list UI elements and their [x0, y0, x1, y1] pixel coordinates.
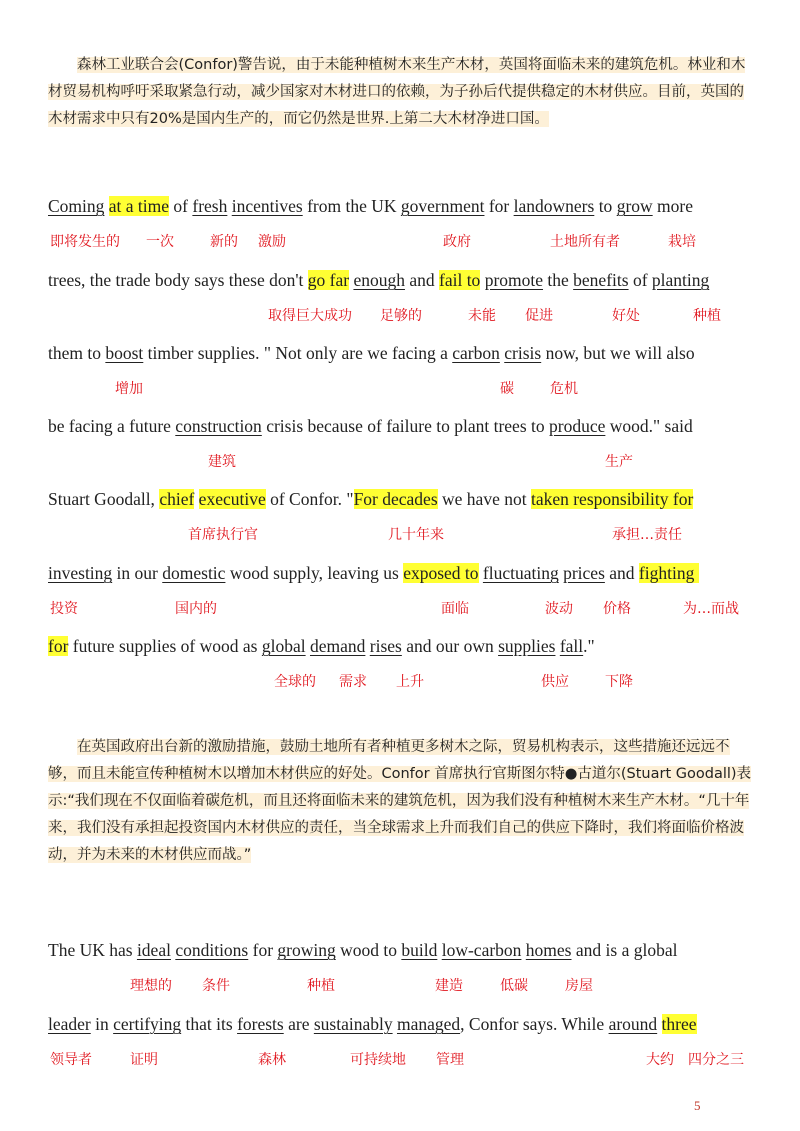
vocab-word: government	[400, 196, 485, 216]
english-text: of	[628, 270, 652, 290]
vocab-word: build	[401, 940, 438, 960]
chinese-gloss: 低碳	[500, 978, 528, 994]
vocab-word: promote	[484, 270, 544, 290]
chinese-gloss: 价格	[603, 601, 631, 617]
vocab-word: around	[608, 1014, 658, 1034]
chinese-gloss: 建筑	[208, 454, 236, 470]
english-text: future supplies of wood as	[68, 636, 262, 656]
vocab-word: sustainably	[313, 1014, 393, 1034]
english-line	[48, 341, 695, 365]
english-text: The UK has	[48, 940, 137, 960]
english-line	[48, 634, 595, 658]
chinese-gloss: 种植	[307, 978, 335, 994]
english-text: crisis because of failure to plant trees to	[261, 416, 549, 436]
chinese-gloss: 大约	[646, 1052, 674, 1068]
vocab-word: managed	[396, 1014, 461, 1034]
chinese-gloss: 上升	[396, 674, 424, 690]
vocab-word: carbon	[452, 343, 500, 363]
chinese-gloss: 波动	[545, 601, 573, 617]
vocab-word: growing	[277, 940, 336, 960]
chinese-gloss: 建造	[435, 978, 463, 994]
vocab-word: crisis	[504, 343, 542, 363]
chinese-gloss: 危机	[550, 381, 578, 397]
vocab-word: construction	[175, 416, 262, 436]
english-text: are	[283, 1014, 314, 1034]
chinese-gloss: 土地所有者	[550, 234, 620, 250]
english-text: in our	[112, 563, 163, 583]
vocab-word: ideal	[136, 940, 171, 960]
highlighted-phrase: taken responsibility for	[530, 489, 694, 509]
cn-paragraph-2	[48, 734, 753, 869]
english-text: in	[90, 1014, 114, 1034]
cn-paragraph-text: 森林工业联合会(Confor)警告说，由于未能种植树木来生产木材，英国将面临未来的建筑危机。林业和木材贸易机构呼吁采取紧急行动，减少国家对木材进口的依赖，为子孙后代提供稳定的木材供应。目前，英国的木材需求中只有20%是国内生产的，而它仍然是世界.上第二大木材净进口国。	[48, 57, 746, 127]
chinese-gloss: 好处	[612, 308, 640, 324]
english-text: more	[652, 196, 693, 216]
chinese-gloss: 取得巨大成功	[268, 308, 352, 324]
chinese-gloss: 国内的	[175, 601, 217, 617]
chinese-gloss: 理想的	[130, 978, 172, 994]
english-text: for	[484, 196, 514, 216]
english-text: the	[543, 270, 574, 290]
chinese-gloss: 房屋	[565, 978, 593, 994]
page-number: 5	[694, 1098, 701, 1113]
chinese-gloss: 未能	[468, 308, 496, 324]
chinese-gloss: 森林	[258, 1052, 286, 1068]
vocab-word: forests	[237, 1014, 284, 1034]
english-text: to	[594, 196, 617, 216]
english-text: wood supply, leaving us	[225, 563, 404, 583]
vocab-word: fall	[559, 636, 584, 656]
vocab-word: produce	[549, 416, 606, 436]
english-line	[48, 268, 709, 292]
english-line	[48, 561, 699, 585]
english-text: wood to	[335, 940, 402, 960]
chinese-gloss: 足够的	[380, 308, 422, 324]
english-text: wood." said	[605, 416, 693, 436]
vocab-word: demand	[309, 636, 366, 656]
highlighted-phrase: For decades	[353, 489, 438, 509]
vocab-word: conditions	[175, 940, 249, 960]
english-text: of	[169, 196, 193, 216]
chinese-gloss: 即将发生的	[50, 234, 120, 250]
vocab-word: homes	[525, 940, 572, 960]
chinese-gloss: 生产	[605, 454, 633, 470]
highlighted-phrase: go far	[307, 270, 350, 290]
english-text: now, but we will also	[541, 343, 695, 363]
chinese-gloss: 增加	[115, 381, 143, 397]
english-text: them to	[48, 343, 106, 363]
vocab-word: fresh	[192, 196, 228, 216]
chinese-gloss: 碳	[500, 381, 514, 397]
chinese-gloss: 几十年来	[388, 527, 444, 543]
chinese-gloss: 管理	[436, 1052, 464, 1068]
vocab-word: certifying	[113, 1014, 182, 1034]
vocab-word: rises	[369, 636, 402, 656]
english-text: , Confor says. While	[460, 1014, 609, 1034]
english-text: from the UK	[302, 196, 401, 216]
vocab-word: incentives	[231, 196, 303, 216]
vocab-word: landowners	[513, 196, 595, 216]
vocab-word: boost	[105, 343, 144, 363]
vocab-word: grow	[616, 196, 653, 216]
english-text: of Confor. "	[265, 489, 354, 509]
highlighted-phrase: chief	[159, 489, 195, 509]
vocab-word: benefits	[573, 270, 629, 290]
vocab-word: global	[261, 636, 306, 656]
highlighted-phrase: at a time	[108, 196, 170, 216]
english-line	[48, 1012, 697, 1036]
chinese-gloss: 为…而战	[683, 601, 739, 617]
chinese-gloss: 促进	[525, 308, 553, 324]
english-line	[48, 194, 693, 218]
chinese-gloss: 栽培	[668, 234, 696, 250]
chinese-gloss: 首席执行官	[188, 527, 258, 543]
vocab-word: supplies	[498, 636, 556, 656]
vocab-word: investing	[48, 563, 113, 583]
vocab-word: domestic	[162, 563, 226, 583]
english-text	[657, 1014, 661, 1034]
highlighted-phrase: three	[661, 1014, 697, 1034]
english-line	[48, 487, 693, 511]
english-line	[48, 938, 677, 962]
english-text: be facing a future	[48, 416, 176, 436]
english-text: we have not	[437, 489, 531, 509]
chinese-gloss: 种植	[693, 308, 721, 324]
chinese-gloss: 政府	[443, 234, 471, 250]
chinese-gloss: 下降	[605, 674, 633, 690]
chinese-gloss: 可持续地	[350, 1052, 406, 1068]
chinese-gloss: 需求	[339, 674, 367, 690]
english-text: and	[604, 563, 639, 583]
chinese-gloss: 领导者	[50, 1052, 92, 1068]
english-text: Stuart Goodall,	[48, 489, 160, 509]
vocab-word: planting	[651, 270, 710, 290]
vocab-word: fluctuating	[482, 563, 559, 583]
vocab-word: enough	[353, 270, 405, 290]
english-text: trees, the trade body says these don't	[48, 270, 308, 290]
chinese-gloss: 四分之三	[688, 1052, 744, 1068]
english-line	[48, 414, 693, 438]
chinese-gloss: 条件	[202, 978, 230, 994]
chinese-gloss: 激励	[258, 234, 286, 250]
cn-paragraph-text: 在英国政府出台新的激励措施，鼓励土地所有者种植更多树木之际，贸易机构表示，这些措施还远远不够，而且未能宣传种植树木以增加木材供应的好处。Confor 首席执行官斯图尔特●古道尔(Stuart Goodall)表示:“我们现在不仅面临着碳危机，而且还将面临未来的建筑危机，因为我们没有种植树木来生产木材。“几十年来，我们没有承担起投资国内木材供应的责任，当全球需求上升而我们自己的供应下降时，我们将面临价格波动，并为未来的木材供应而战。”	[48, 739, 752, 863]
highlighted-phrase: for	[48, 636, 69, 656]
chinese-gloss: 供应	[541, 674, 569, 690]
english-text: ."	[583, 636, 595, 656]
english-text: and our own	[401, 636, 499, 656]
vocab-word: prices	[563, 563, 605, 583]
vocab-word: leader	[48, 1014, 91, 1034]
highlighted-phrase: executive	[198, 489, 266, 509]
english-text: that its	[181, 1014, 238, 1034]
chinese-gloss: 一次	[146, 234, 174, 250]
cn-paragraph-1	[48, 52, 753, 133]
chinese-gloss: 新的	[210, 234, 238, 250]
vocab-word: Coming	[48, 196, 105, 216]
english-text: and	[404, 270, 439, 290]
highlighted-phrase: exposed to	[403, 563, 479, 583]
chinese-gloss: 承担…责任	[612, 527, 682, 543]
highlighted-phrase: fighting	[638, 563, 699, 583]
english-text: for	[248, 940, 278, 960]
english-text: and is a global	[571, 940, 678, 960]
highlighted-phrase: fail to	[439, 270, 481, 290]
chinese-gloss: 面临	[441, 601, 469, 617]
chinese-gloss: 证明	[130, 1052, 158, 1068]
chinese-gloss: 全球的	[274, 674, 316, 690]
english-text: timber supplies. " Not only are we facing a	[143, 343, 453, 363]
vocab-word: low-carbon	[441, 940, 522, 960]
chinese-gloss: 投资	[50, 601, 78, 617]
